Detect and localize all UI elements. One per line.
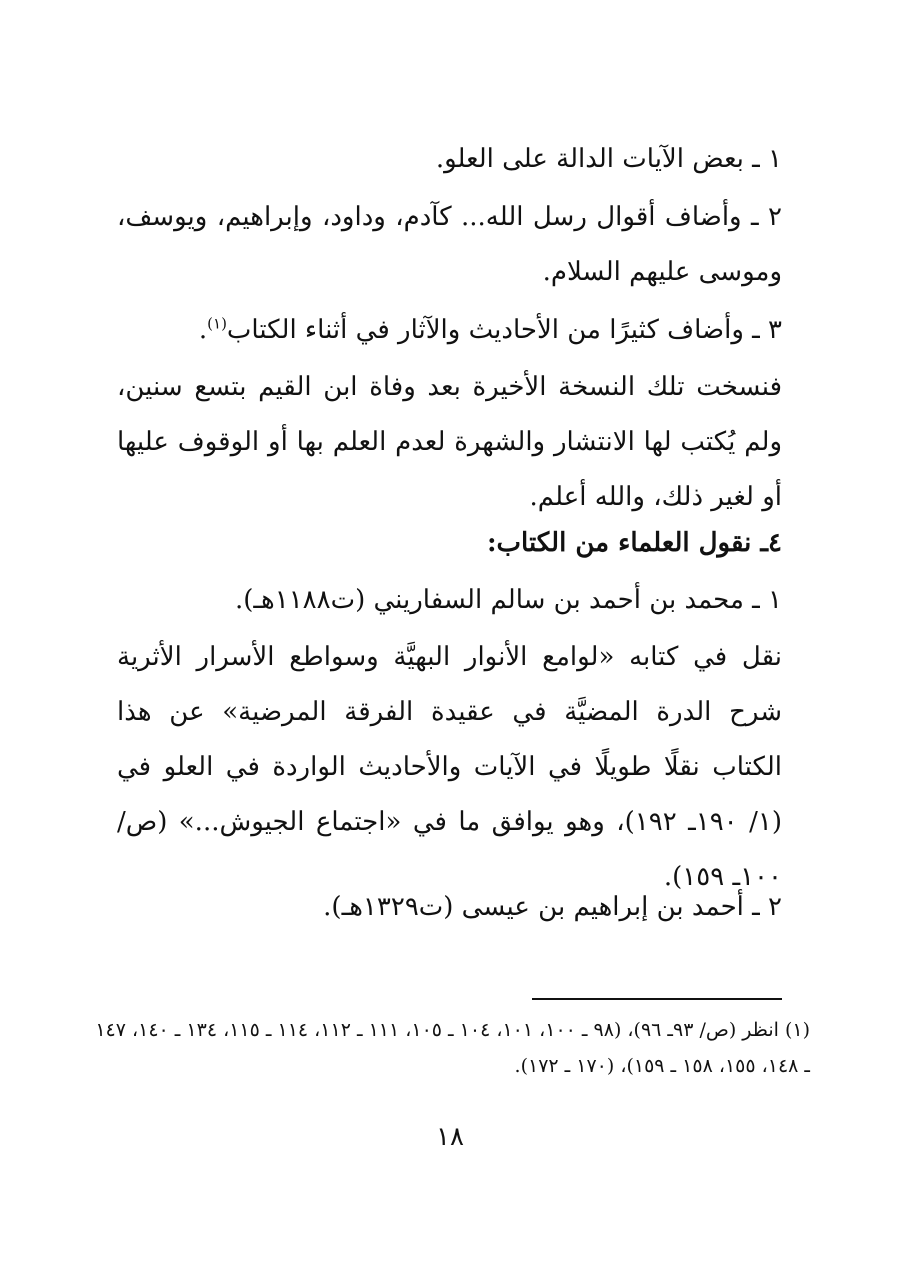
list-item-3-text: ٣ ـ وأضاف كثيرًا من الأحاديث والآثار في أثناء الكتاب — [226, 315, 782, 345]
list-item-3 — [117, 303, 782, 358]
sub-list-item-1: ١ ـ محمد بن أحمد بن سالم السفاريني (ت١١٨٨هـ). — [234, 585, 782, 615]
footnote: (١) انظر (ص/ ٩٣ـ ٩٦)، (٩٨ ـ ١٠٠، ١٠١، ١٠٤ ـ ١٠٥، ١١١ ـ ١١٢، ١١٤ ـ ١١٥، ١٣٤ ـ ١٤٠، ١٤٧ ـ ١٤٨، ١٥٥، ١٥٨ ـ ١٥٩)، (١٧٠ ـ ١٧٢). — [95, 1019, 810, 1077]
sub-list-item-2: ٢ ـ أحمد بن إبراهيم بن عيسى (ت١٣٢٩هـ). — [323, 892, 782, 922]
footnote-separator — [532, 998, 782, 1000]
sub-list-item-1-description: نقل في كتابه «لوامع الأنوار البهيَّة وسواطع الأسرار الأثرية شرح الدرة المضيَّة في عقيدة الفرقة المرضية» عن هذا الكتاب نقلًا طويلًا في الآيات والأحاديث الواردة في العلو في (١/ ١٩٠ـ ١٩٢)، وهو يوافق ما في «اجتماع الجيوش...» (ص/ ١٠٠ـ ١٥٩). — [117, 642, 782, 892]
list-item-3-end: . — [198, 315, 208, 345]
footnote-reference[interactable]: (١) — [207, 314, 227, 333]
section-heading: ٤ـ نقول العلماء من الكتاب: — [486, 528, 782, 558]
list-item-1: ١ ـ بعض الآيات الدالة على العلو. — [435, 144, 782, 174]
page-number: ١٨ — [436, 1122, 464, 1152]
list-item-2: ٢ ـ وأضاف أقوال رسل الله... كآدم، وداود، وإبراهيم، ويوسف، وموسى عليهم السلام. — [117, 202, 782, 287]
body-paragraph: فنسخت تلك النسخة الأخيرة بعد وفاة ابن القيم بتسع سنين، ولم يُكتب لها الانتشار والشهرة لعدم العلم بها أو الوقوف عليها أو لغير ذلك، والله أعلم. — [117, 372, 782, 512]
